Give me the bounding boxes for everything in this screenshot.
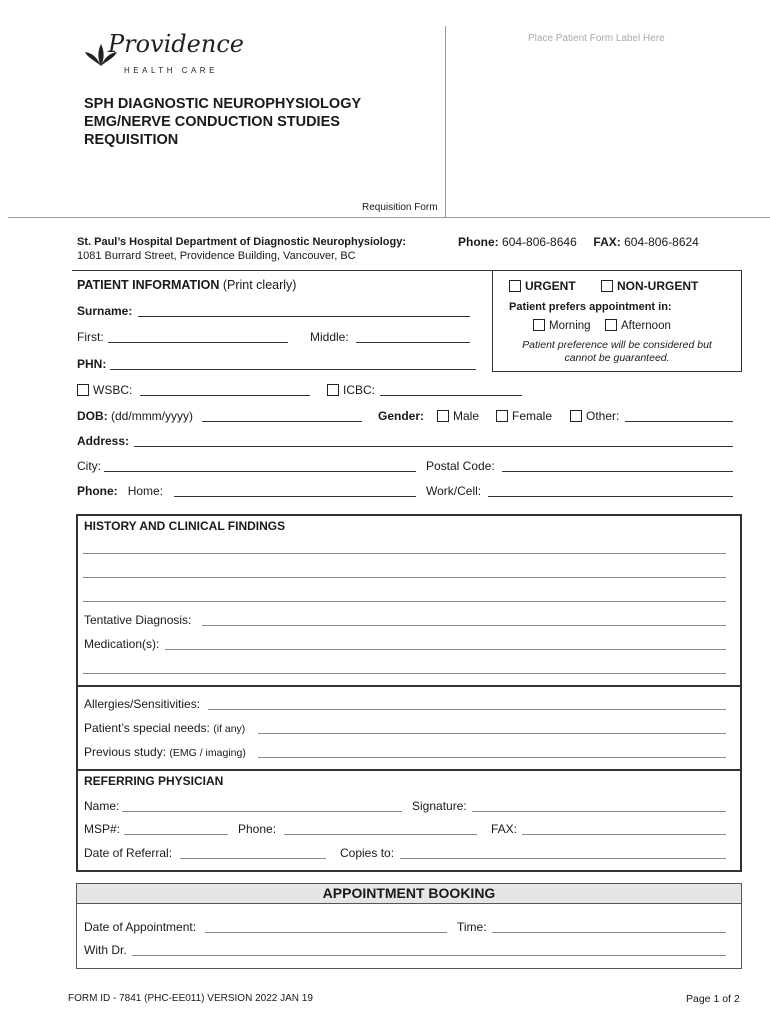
male-checkbox[interactable] [437, 410, 449, 422]
icbc-checkbox[interactable] [327, 384, 339, 396]
history-line-1[interactable] [83, 553, 726, 554]
header-divider [8, 217, 770, 218]
clinical-box [76, 514, 742, 872]
urgency-box [492, 270, 742, 372]
female-option[interactable] [496, 409, 552, 423]
appt-doctor-label: With Dr. [84, 943, 127, 957]
form-type-label: Requisition Form [362, 202, 438, 213]
ref-fax-field[interactable] [522, 834, 726, 835]
wsbc-option[interactable] [77, 383, 132, 397]
dept-name: St. Paul’s Hospital Department of Diagnostic Neurophysiology: [77, 236, 407, 248]
ref-name-label: Name: [84, 799, 120, 813]
appt-time-label: Time: [457, 920, 487, 934]
middle-label: Middle: [310, 330, 349, 344]
special-needs-label [84, 721, 245, 735]
dept-fax-label: FAX: [593, 235, 621, 249]
home-phone-label: Home: [127, 484, 164, 498]
icbc-option[interactable] [327, 383, 375, 397]
ref-fax-label: FAX: [491, 822, 518, 836]
title-line-1: SPH DIAGNOSTIC NEUROPHYSIOLOGY [84, 96, 362, 112]
previous-study-text: Previous study: [84, 745, 167, 759]
tentative-label: Tentative Diagnosis: [84, 613, 192, 627]
appt-time-field[interactable] [492, 932, 726, 933]
referring-divider [76, 769, 742, 771]
history-line-3[interactable] [83, 601, 726, 602]
morning-checkbox[interactable] [533, 319, 545, 331]
surname-label: Surname: [77, 304, 133, 318]
logo-sub: HEALTH CARE [124, 66, 218, 75]
patient-info-top-rule [72, 270, 492, 271]
dept-phone [458, 235, 699, 249]
preference-note-2: cannot be guaranteed. [564, 352, 670, 364]
ref-signature-label: Signature: [412, 799, 467, 813]
preference-note [493, 339, 741, 365]
logo-name: Providence [108, 30, 244, 58]
dob-label-text: DOB: [77, 409, 108, 423]
city-field[interactable] [104, 471, 416, 472]
wsbc-label: WSBC: [93, 383, 133, 397]
title-block [84, 95, 361, 149]
ref-phone-label: Phone: [238, 822, 277, 836]
previous-study-note: (EMG / imaging) [169, 747, 246, 759]
history-heading: HISTORY AND CLINICAL FINDINGS [84, 519, 286, 533]
preference-note-1: Patient preference will be considered but [522, 339, 712, 351]
first-label: First: [77, 330, 104, 344]
morning-label: Morning [549, 320, 591, 332]
special-needs-text: Patient’s special needs: [84, 721, 210, 735]
medications-line-2[interactable] [83, 673, 726, 674]
appt-date-field[interactable] [205, 932, 447, 933]
afternoon-option[interactable] [605, 319, 671, 332]
morning-option[interactable] [533, 319, 591, 332]
postal-field[interactable] [502, 471, 733, 472]
title-line-2: EMG/NERVE CONDUCTION STUDIES [84, 114, 340, 130]
middle-name-field[interactable] [356, 342, 470, 343]
patient-info-heading-note: (Print clearly) [222, 278, 297, 292]
female-label: Female [512, 409, 553, 423]
ref-msp-label: MSP#: [84, 822, 121, 836]
afternoon-checkbox[interactable] [605, 319, 617, 331]
patient-phone-label [77, 484, 163, 498]
male-option[interactable] [437, 409, 479, 423]
dob-label [77, 409, 193, 423]
work-phone-label: Work/Cell: [426, 484, 482, 498]
header-divider-vertical [445, 26, 446, 218]
special-needs-note: (if any) [213, 723, 246, 735]
special-needs-field[interactable] [258, 733, 726, 734]
booking-heading: APPOINTMENT BOOKING [322, 885, 496, 901]
patient-info-heading-text: PATIENT INFORMATION [77, 278, 220, 292]
non-urgent-label: NON-URGENT [617, 279, 699, 293]
postal-label: Postal Code: [426, 459, 495, 473]
phn-field[interactable] [110, 369, 476, 370]
work-phone-field[interactable] [488, 496, 733, 497]
patient-info-heading [77, 278, 296, 292]
dob-format: (dd/mmm/yyyy) [111, 409, 194, 423]
surname-field[interactable] [138, 316, 470, 317]
appt-doctor-field[interactable] [132, 955, 726, 956]
ref-date-label: Date of Referral: [84, 846, 173, 860]
allergies-divider [76, 685, 742, 687]
gender-label: Gender: [378, 409, 425, 423]
previous-study-field[interactable] [258, 757, 726, 758]
allergies-label: Allergies/Sensitivities: [84, 697, 201, 711]
title-line-3: REQUISITION [84, 132, 179, 148]
ref-phone-field[interactable] [284, 834, 477, 835]
allergies-field[interactable] [208, 709, 726, 710]
appt-date-label: Date of Appointment: [84, 920, 197, 934]
ref-copies-label: Copies to: [340, 846, 395, 860]
medications-label: Medication(s): [84, 637, 160, 651]
other-gender-field[interactable] [625, 421, 733, 422]
ref-copies-field[interactable] [400, 858, 726, 859]
form-id: FORM ID - 7841 (PHC-EE011) VERSION 2022 JAN 19 [68, 993, 313, 1004]
dept-phone-label: Phone: [458, 235, 499, 249]
urgent-label: URGENT [525, 279, 576, 293]
icbc-label: ICBC: [343, 383, 376, 397]
dept-address: 1081 Burrard Street, Providence Building, Vancouver, BC [77, 250, 356, 262]
patient-phone-label-text: Phone: [77, 484, 118, 498]
other-checkbox[interactable] [570, 410, 582, 422]
dob-field[interactable] [202, 421, 362, 422]
phn-label: PHN: [77, 357, 107, 371]
afternoon-label: Afternoon [621, 320, 671, 332]
prefers-label: Patient prefers appointment in: [509, 301, 672, 313]
ref-signature-field[interactable] [472, 811, 726, 812]
non-urgent-checkbox[interactable] [601, 280, 613, 292]
urgent-option[interactable] [509, 279, 576, 293]
providence-logo [84, 26, 244, 78]
address-label: Address: [77, 434, 130, 448]
ref-name-field[interactable] [122, 811, 402, 812]
tentative-field[interactable] [202, 625, 726, 626]
other-label: Other: [586, 409, 620, 423]
dept-fax-value: 604-806-8624 [624, 235, 699, 249]
ref-msp-field[interactable] [124, 834, 228, 835]
address-field[interactable] [134, 446, 733, 447]
dept-phone-value: 604-806-8646 [502, 235, 577, 249]
wsbc-checkbox[interactable] [77, 384, 89, 396]
urgent-checkbox[interactable] [509, 280, 521, 292]
male-label: Male [453, 409, 480, 423]
non-urgent-option[interactable] [601, 279, 698, 293]
home-phone-field[interactable] [174, 496, 416, 497]
medications-field[interactable] [165, 649, 726, 650]
female-checkbox[interactable] [496, 410, 508, 422]
first-name-field[interactable] [108, 342, 288, 343]
city-label: City: [77, 459, 101, 473]
ref-date-field[interactable] [180, 858, 326, 859]
referring-heading: REFERRING PHYSICIAN [84, 774, 224, 788]
page-number: Page 1 of 2 [686, 993, 740, 1005]
patient-label-placeholder: Place Patient Form Label Here [528, 33, 665, 44]
other-option[interactable] [570, 409, 619, 423]
previous-study-label [84, 745, 246, 759]
history-line-2[interactable] [83, 577, 726, 578]
icbc-field[interactable] [380, 395, 522, 396]
wsbc-field[interactable] [140, 395, 310, 396]
